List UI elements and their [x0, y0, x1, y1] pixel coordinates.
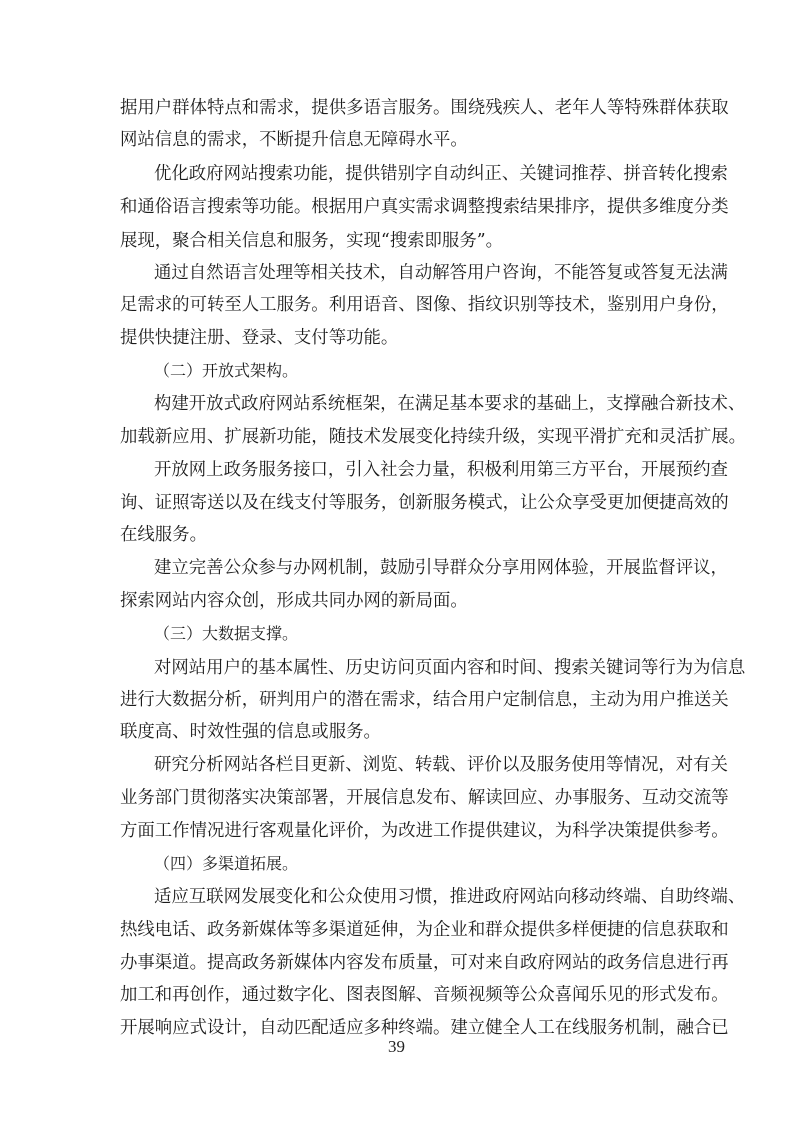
body-line: 开放网上政务服务接口，引入社会力量，积极利用第三方平台，开展预约查	[154, 460, 728, 480]
body-line: 优化政府网站搜索功能，提供错别字自动纠正、关键词推荐、拼音转化搜索	[154, 164, 728, 184]
body-line: 办事渠道。提高政务新媒体内容发布质量，可对来自政府网站的政务信息进行再	[120, 953, 729, 973]
body-line: 提供快捷注册、登录、支付等功能。	[120, 328, 399, 348]
section-heading: （二）开放式架构。	[154, 361, 299, 380]
body-line: 网站信息的需求，不断提升信息无障碍水平。	[120, 130, 468, 150]
body-line: 加载新应用、扩展新功能，随技术发展变化持续升级，实现平滑扩充和灵活扩展。	[120, 427, 747, 447]
body-line: 进行大数据分析，研判用户的潜在需求，结合用户定制信息，主动为用户推送关	[120, 690, 729, 710]
body-line: 业务部门贯彻落实决策部署，开展信息发布、解读回应、办事服务、互动交流等	[120, 788, 729, 808]
body-line: 开展响应式设计，自动匹配适应多种终端。建立健全人工在线服务机制，融合已	[120, 1018, 729, 1038]
section-heading: （三）大数据支撑。	[154, 624, 299, 643]
body-line: 据用户群体特点和需求，提供多语言服务。围绕残疾人、老年人等特殊群体获取	[120, 98, 729, 118]
body-line: 和通俗语言搜索等功能。根据用户真实需求调整搜索结果排序，提供多维度分类	[120, 197, 729, 217]
body-line: 热线电话、政务新媒体等多渠道延伸，为企业和群众提供多样便捷的信息获取和	[120, 920, 729, 940]
body-line: 建立完善公众参与办网机制，鼓励引导群众分享用网体验，开展监督评议，	[154, 558, 728, 578]
body-line: 在线服务。	[120, 525, 207, 545]
body-line: 探索网站内容众创，形成共同办网的新局面。	[120, 591, 468, 611]
body-line: 构建开放式政府网站系统框架，在满足基本要求的基础上，支撑融合新技术、	[154, 394, 746, 414]
body-line: 足需求的可转至人工服务。利用语音、图像、指纹识别等技术，鉴别用户身份，	[120, 295, 729, 315]
body-line: 通过自然语言处理等相关技术，自动解答用户咨询，不能答复或答复无法满	[154, 263, 728, 283]
body-line: 对网站用户的基本属性、历史访问页面内容和时间、搜索关键词等行为为信息	[154, 658, 746, 678]
body-line: 展现，聚合相关信息和服务，实现“搜索即服务”。	[120, 231, 503, 251]
body-line: 加工和再创作，通过数字化、图表图解、音频视频等公众喜闻乐见的形式发布。	[120, 985, 729, 1005]
section-heading: （四）多渠道拓展。	[154, 854, 299, 873]
body-line: 适应互联网发展变化和公众使用习惯，推进政府网站向移动终端、自助终端、	[154, 887, 746, 907]
body-line: 联度高、时效性强的信息或服务。	[120, 722, 381, 742]
body-line: 研究分析网站各栏目更新、浏览、转载、评价以及服务使用等情况，对有关	[154, 755, 728, 775]
body-line: 方面工作情况进行客观量化评价，为改进工作提供建议，为科学决策提供参考。	[120, 821, 729, 841]
body-line: 询、证照寄送以及在线支付等服务，创新服务模式，让公众享受更加便捷高效的	[120, 493, 729, 513]
page-number: 39	[388, 1037, 405, 1056]
